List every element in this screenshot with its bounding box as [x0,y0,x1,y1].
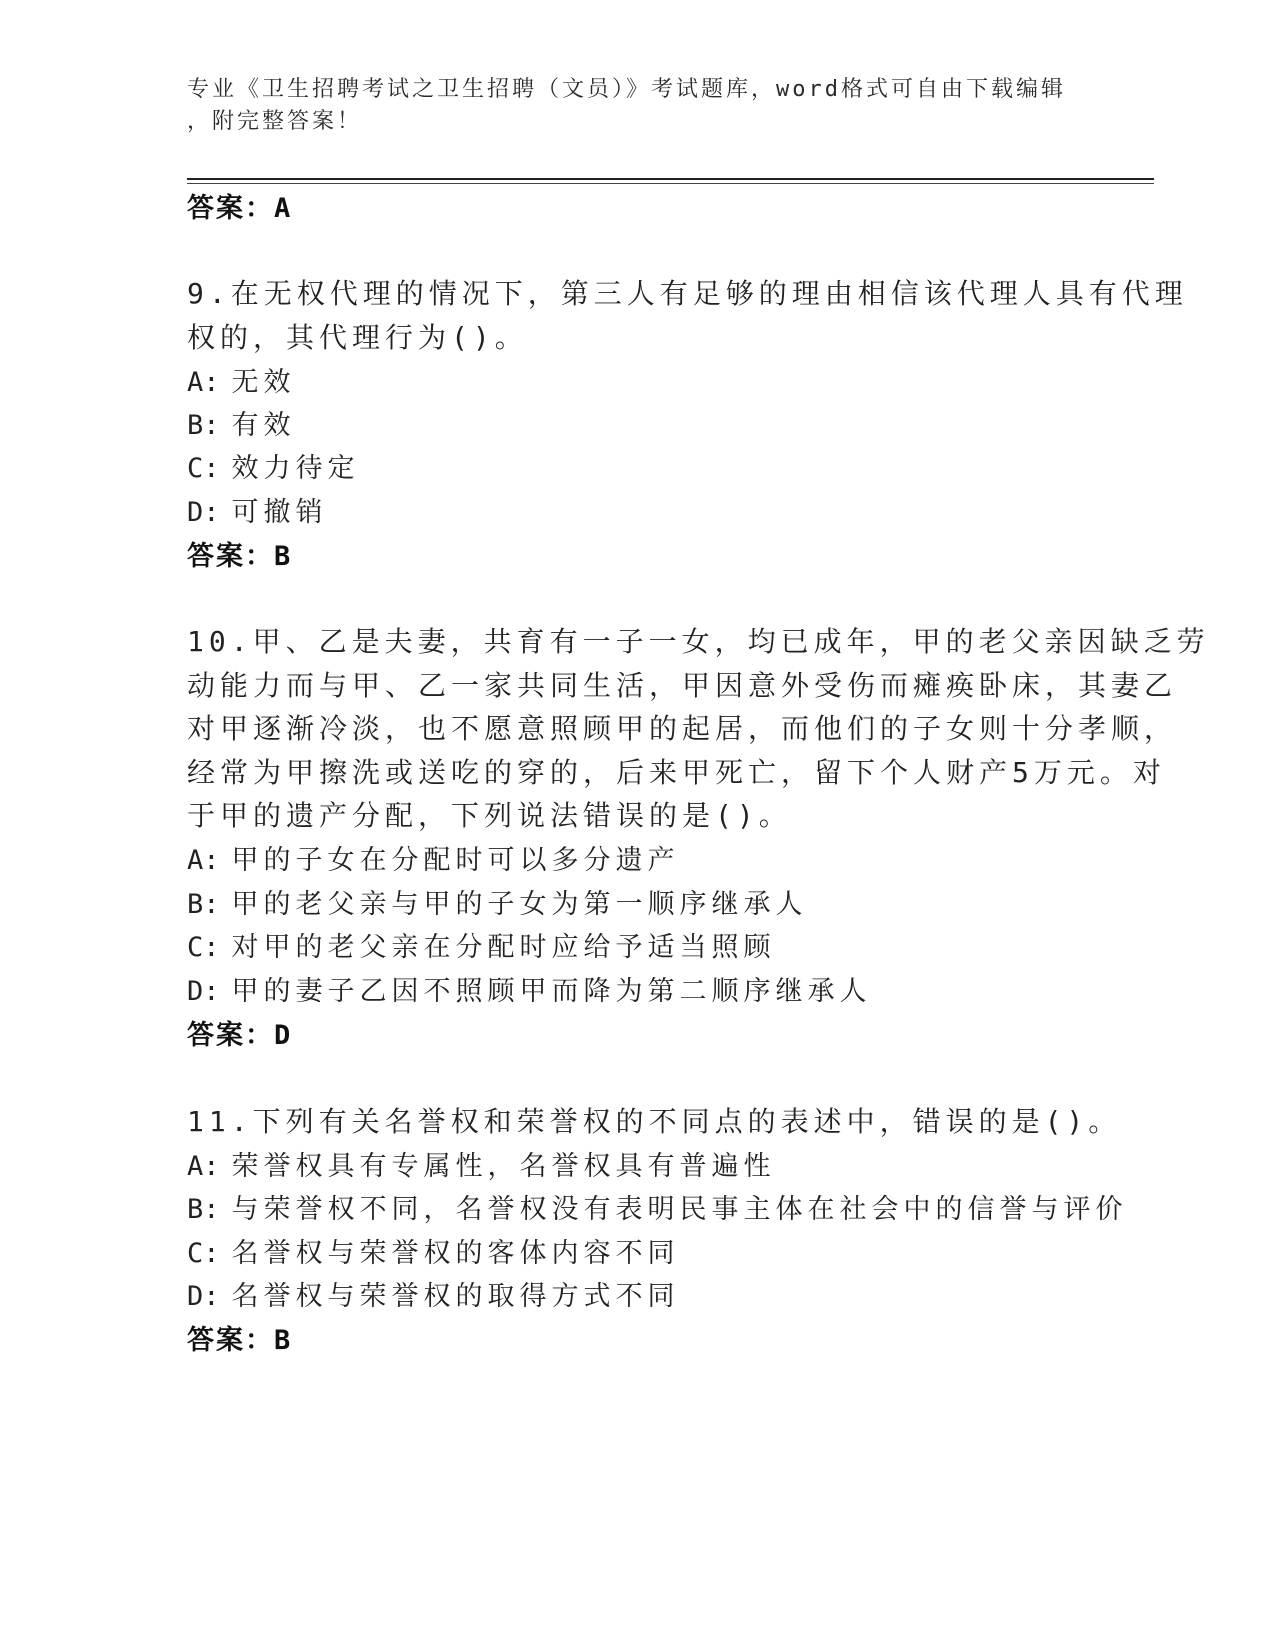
page-header [187,74,1087,138]
question-10-line-5: 于甲的遗产分配，下列说法错误的是()。 [187,799,792,832]
answer-previous: 答案：A [187,193,293,224]
question-10-answer: 答案：D [187,1020,293,1051]
question-10-option-c: C: 对甲的老父亲在分配时应给予适当照顾 [187,932,776,963]
question-10-line-2: 动能力而与甲、乙一家共同生活，甲因意外受伤而瘫痪卧床，其妻乙 [187,669,1178,702]
question-9-line-2: 权的，其代理行为()。 [187,321,528,354]
question-10-line-4: 经常为甲擦洗或送吃的穿的，后来甲死亡，留下个人财产5万元。对 [187,756,1166,789]
question-9-option-a: A: 无效 [187,367,296,398]
header-line-2: ，附完整答案！ [187,109,363,134]
question-9-line-1: 9.在无权代理的情况下，第三人有足够的理由相信该代理人具有代理 [187,277,1188,310]
question-9-option-b: B: 有效 [187,410,296,441]
question-10-option-b: B: 甲的老父亲与甲的子女为第一顺序继承人 [187,889,808,920]
header-line-1: 专业《卫生招聘考试之卫生招聘（文员）》考试题库，word格式可自由下载编辑 [187,77,1066,102]
question-10-line-1: 10.甲、乙是夫妻，共育有一子一女，均已成年，甲的老父亲因缺乏劳 [187,625,1210,658]
question-10-option-d: D: 甲的妻子乙因不照顾甲而降为第二顺序继承人 [187,976,872,1007]
question-9-answer: 答案：B [187,541,293,572]
question-10-line-3: 对甲逐渐冷淡，也不愿意照顾甲的起居，而他们的子女则十分孝顺， [187,712,1178,745]
question-11-line-1: 11.下列有关名誉权和荣誉权的不同点的表述中，错误的是()。 [187,1105,1122,1138]
question-11-option-d: D: 名誉权与荣誉权的取得方式不同 [187,1281,680,1312]
question-11-option-c: C: 名誉权与荣誉权的客体内容不同 [187,1238,680,1269]
question-9-option-d: D: 可撤销 [187,497,328,528]
question-9-option-c: C: 效力待定 [187,453,360,484]
question-11-option-b: B: 与荣誉权不同，名誉权没有表明民事主体在社会中的信誉与评价 [187,1194,1128,1225]
question-11-answer: 答案：B [187,1325,293,1356]
question-11-option-a: A: 荣誉权具有专属性，名誉权具有普遍性 [187,1151,776,1182]
header-divider-thick [187,178,1154,180]
header-divider-thin [187,183,1154,184]
question-10-option-a: A: 甲的子女在分配时可以多分遗产 [187,845,680,876]
